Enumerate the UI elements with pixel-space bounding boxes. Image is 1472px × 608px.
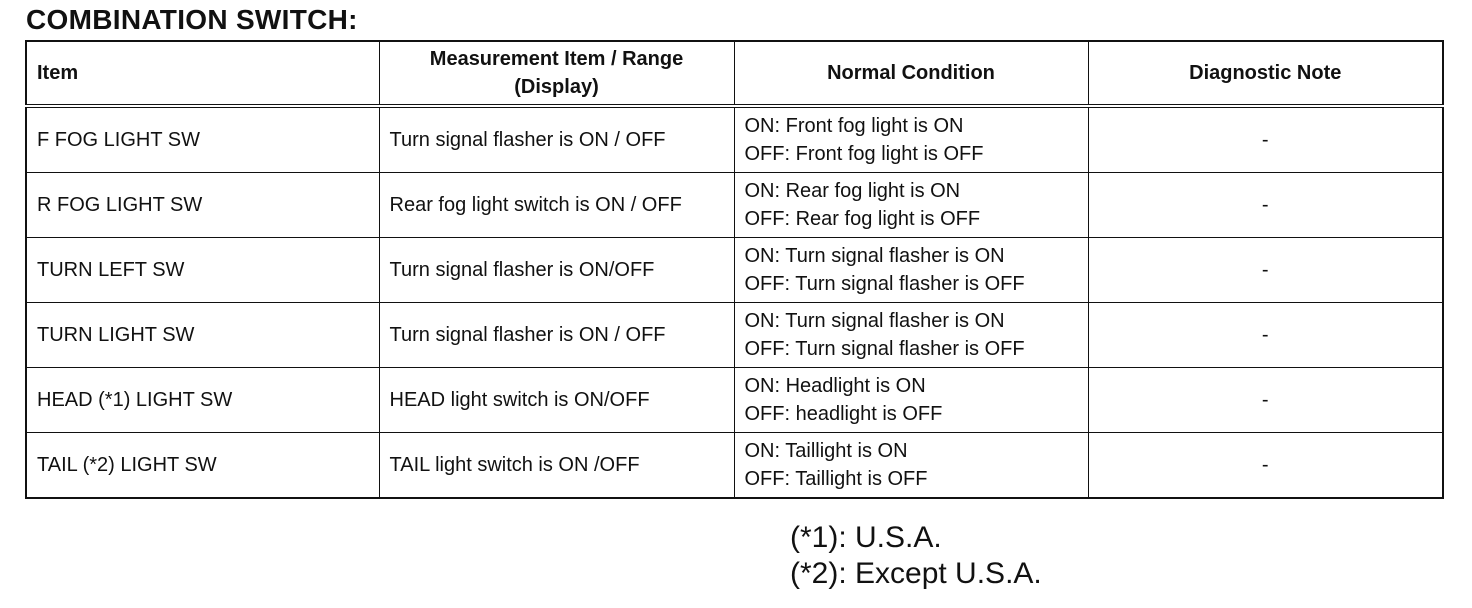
diagnostic-note-cell: - xyxy=(1088,368,1443,433)
normal-condition-cell xyxy=(734,173,1088,238)
page-title: COMBINATION SWITCH: xyxy=(26,4,358,35)
normal-off-text: OFF: Turn signal flasher is OFF xyxy=(744,338,1025,360)
item-cell: R FOG LIGHT SW xyxy=(26,173,379,238)
diagnostic-note-cell: - xyxy=(1088,303,1443,368)
header-measurement xyxy=(379,41,734,106)
item-cell: TURN LEFT SW xyxy=(26,238,379,303)
item-cell: TURN LIGHT SW xyxy=(26,303,379,368)
item-cell: F FOG LIGHT SW xyxy=(26,106,379,173)
normal-on-text: ON: Front fog light is ON xyxy=(744,115,964,137)
normal-on-text: ON: Headlight is ON xyxy=(744,375,926,397)
normal-off-text: OFF: Rear fog light is OFF xyxy=(744,208,981,230)
measurement-cell: Turn signal flasher is ON/OFF xyxy=(379,238,734,303)
header-measurement-line2: (Display) xyxy=(514,76,599,98)
normal-on-text: ON: Taillight is ON xyxy=(744,440,908,462)
measurement-cell: Turn signal flasher is ON / OFF xyxy=(379,303,734,368)
header-row xyxy=(26,41,1443,106)
footnote-except-usa: (*2): Except U.S.A. xyxy=(790,557,1042,590)
header-normal-condition: Normal Condition xyxy=(734,41,1088,106)
diagnostic-note-cell: - xyxy=(1088,173,1443,238)
normal-on-text: ON: Rear fog light is ON xyxy=(744,180,961,202)
diagnostic-note-cell: - xyxy=(1088,433,1443,499)
normal-condition-cell xyxy=(734,368,1088,433)
table-row xyxy=(26,433,1443,499)
normal-off-text: OFF: Taillight is OFF xyxy=(744,468,928,490)
normal-off-text: OFF: Turn signal flasher is OFF xyxy=(744,273,1025,295)
header-measurement-line1: Measurement Item / Range xyxy=(429,48,684,70)
table-row xyxy=(26,173,1443,238)
normal-off-text: OFF: Front fog light is OFF xyxy=(744,143,984,165)
normal-condition-cell xyxy=(734,106,1088,173)
measurement-cell: TAIL light switch is ON /OFF xyxy=(379,433,734,499)
normal-condition-cell xyxy=(734,433,1088,499)
normal-condition-cell xyxy=(734,303,1088,368)
footnote-usa: (*1): U.S.A. xyxy=(790,521,942,554)
header-item: Item xyxy=(26,41,379,106)
table-row xyxy=(26,238,1443,303)
diagnostic-note-cell: - xyxy=(1088,238,1443,303)
header-diagnostic-note: Diagnostic Note xyxy=(1088,41,1443,106)
measurement-cell: Rear fog light switch is ON / OFF xyxy=(379,173,734,238)
normal-off-text: OFF: headlight is OFF xyxy=(744,403,943,425)
table-row xyxy=(26,368,1443,433)
measurement-cell: Turn signal flasher is ON / OFF xyxy=(379,106,734,173)
table-row xyxy=(26,106,1443,173)
combination-switch-table xyxy=(25,40,1444,499)
item-cell: TAIL (*2) LIGHT SW xyxy=(26,433,379,499)
table-body xyxy=(26,106,1443,498)
measurement-cell: HEAD light switch is ON/OFF xyxy=(379,368,734,433)
diagnostic-note-cell: - xyxy=(1088,106,1443,173)
footnotes xyxy=(790,520,1042,592)
normal-on-text: ON: Turn signal flasher is ON xyxy=(744,310,1005,332)
table-row xyxy=(26,303,1443,368)
normal-condition-cell xyxy=(734,238,1088,303)
normal-on-text: ON: Turn signal flasher is ON xyxy=(744,245,1005,267)
item-cell: HEAD (*1) LIGHT SW xyxy=(26,368,379,433)
table-header xyxy=(26,41,1443,106)
